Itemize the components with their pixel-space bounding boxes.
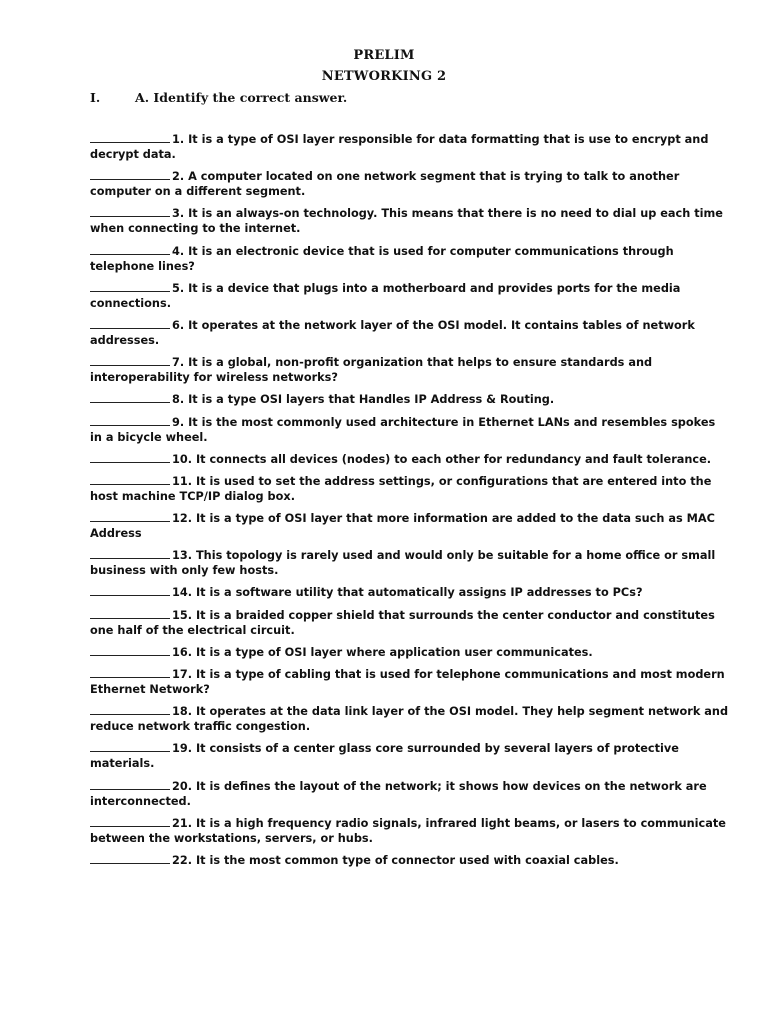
question-number: 4.: [172, 244, 185, 258]
question-text: It operates at the data link layer of the OSI model. They help segment network and reduce network traffic congestion.: [90, 705, 729, 734]
question-item: [90, 607, 730, 638]
question-item: [90, 666, 730, 697]
question-number: 5.: [172, 281, 185, 295]
question-number: 11.: [172, 474, 193, 488]
question-item: [90, 644, 730, 660]
question-text: It is an electronic device that is used for computer communications through telephone lines?: [90, 244, 674, 273]
question-text: It is a software utility that automatically assigns IP addresses to PCs?: [195, 586, 643, 600]
answer-blank[interactable]: [90, 354, 170, 366]
question-text: This topology is rarely used and would only be suitable for a home office or small business with only few hosts.: [90, 549, 716, 578]
question-text: A computer located on one network segment that is trying to talk to another computer on a different segment.: [90, 170, 680, 199]
question-item: [90, 815, 730, 846]
question-text: It is a type of OSI layer responsible for data formatting that is use to encrypt and decrypt data.: [90, 133, 709, 161]
question-text: It is used to set the address settings, or configurations that are entered into the host machine TCP/IP dialog box.: [90, 474, 712, 503]
question-item: [90, 317, 730, 348]
question-number: 8.: [172, 393, 185, 407]
question-text: It is an always-on technology. This means that there is no need to dial up each time when connecting to the internet.: [90, 207, 723, 236]
question-number: 2.: [172, 170, 185, 184]
answer-blank[interactable]: [90, 391, 170, 403]
question-item: [90, 547, 730, 578]
question-item: [90, 510, 730, 541]
answer-blank[interactable]: [90, 778, 170, 790]
question-number: 14.: [172, 586, 193, 600]
question-text: It operates at the network layer of the OSI model. It contains tables of network addresses.: [90, 318, 695, 347]
question-item: [90, 131, 730, 162]
question-item: [90, 205, 730, 236]
question-item: [90, 740, 730, 771]
question-item: [90, 584, 730, 600]
question-number: 10.: [172, 452, 193, 466]
answer-blank[interactable]: [90, 280, 170, 292]
exam-subtitle: NETWORKING 2: [321, 69, 447, 84]
question-text: It is a device that plugs into a motherboard and provides ports for the media connections.: [90, 281, 681, 310]
answer-blank[interactable]: [90, 740, 170, 752]
question-text: It is a global, non-profit organization that helps to ensure standards and interoperability for wireless networks?: [90, 356, 653, 385]
answer-blank[interactable]: [90, 584, 170, 596]
section-instruction: A. Identify the correct answer.: [135, 90, 348, 105]
answer-blank[interactable]: [90, 451, 170, 463]
question-item: [90, 354, 730, 385]
section-heading: [90, 90, 347, 105]
question-item: [90, 852, 730, 868]
exam-title: PRELIM: [353, 48, 415, 63]
question-item: [90, 473, 730, 504]
answer-blank[interactable]: [90, 547, 170, 559]
answer-blank[interactable]: [90, 815, 170, 827]
question-item: [90, 703, 730, 734]
question-number: 22.: [172, 853, 193, 867]
answer-blank[interactable]: [90, 414, 170, 426]
section-numeral: I.: [90, 90, 101, 105]
answer-blank[interactable]: [90, 317, 170, 329]
question-text: It connects all devices (nodes) to each other for redundancy and fault tolerance.: [195, 452, 712, 466]
question-number: 7.: [172, 356, 185, 370]
question-text: It is the most common type of connector used with coaxial cables.: [195, 853, 619, 867]
question-item: [90, 414, 730, 445]
answer-blank[interactable]: [90, 510, 170, 522]
question-list: [90, 131, 730, 874]
question-item: [90, 391, 730, 407]
question-number: 20.: [172, 779, 193, 793]
question-item: [90, 778, 730, 809]
question-number: 12.: [172, 512, 193, 526]
question-number: 17.: [172, 668, 193, 681]
question-item: [90, 280, 730, 311]
question-number: 1.: [172, 133, 185, 146]
question-text: It is defines the layout of the network; it shows how devices on the network are interconnected.: [90, 779, 707, 808]
answer-blank[interactable]: [90, 168, 170, 180]
question-item: [90, 168, 730, 199]
question-item: [90, 451, 730, 467]
question-text: It is the most commonly used architecture in Ethernet LANs and resembles spokes in a bicycle wheel.: [90, 415, 716, 444]
question-number: 15.: [172, 608, 193, 622]
answer-blank[interactable]: [90, 473, 170, 485]
question-number: 16.: [172, 645, 193, 659]
question-text: It is a braided copper shield that surrounds the center conductor and constitutes one half of the electrical circuit.: [90, 608, 715, 637]
question-number: 3.: [172, 207, 185, 221]
question-number: 6.: [172, 318, 185, 332]
answer-blank[interactable]: [90, 666, 170, 678]
answer-blank[interactable]: [90, 852, 170, 864]
question-number: 21.: [172, 816, 193, 830]
question-item: [90, 243, 730, 274]
answer-blank[interactable]: [90, 205, 170, 217]
answer-blank[interactable]: [90, 243, 170, 255]
question-number: 9.: [172, 415, 185, 429]
question-text: It is a type OSI layers that Handles IP Address & Routing.: [188, 393, 555, 407]
question-text: It consists of a center glass core surrounded by several layers of protective materials.: [90, 742, 679, 771]
question-number: 13.: [172, 549, 193, 563]
question-number: 18.: [172, 705, 193, 719]
question-text: It is a type of cabling that is used for telephone communications and most modern Ethernet Network?: [90, 668, 725, 696]
answer-blank[interactable]: [90, 607, 170, 619]
question-text: It is a high frequency radio signals, infrared light beams, or lasers to communicate between the workstations, servers, or hubs.: [90, 816, 726, 845]
question-text: It is a type of OSI layer that more information are added to the data such as MAC Address: [90, 512, 715, 541]
question-number: 19.: [172, 742, 193, 756]
question-text: It is a type of OSI layer where application user communicates.: [195, 645, 593, 659]
answer-blank[interactable]: [90, 703, 170, 715]
answer-blank[interactable]: [90, 131, 170, 143]
answer-blank[interactable]: [90, 644, 170, 656]
